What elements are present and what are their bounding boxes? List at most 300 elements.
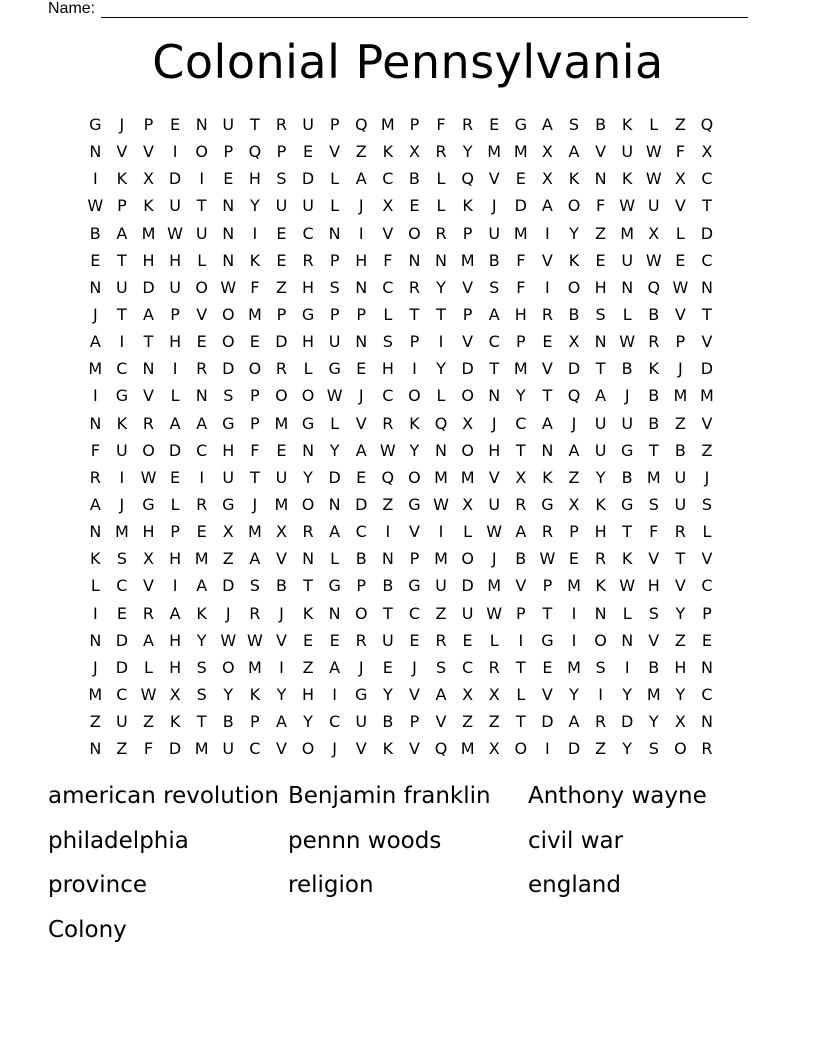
grid-cell[interactable]: Z bbox=[488, 712, 500, 732]
grid-cell[interactable]: X bbox=[674, 169, 686, 189]
grid-cell[interactable]: P bbox=[569, 522, 579, 542]
grid-cell[interactable]: B bbox=[382, 576, 394, 596]
grid-cell[interactable]: A bbox=[116, 223, 128, 243]
grid-cell[interactable]: K bbox=[621, 169, 633, 189]
grid-cell[interactable]: N bbox=[594, 603, 607, 623]
grid-cell[interactable]: V bbox=[541, 250, 553, 270]
grid-cell[interactable]: A bbox=[541, 413, 553, 433]
grid-cell[interactable]: A bbox=[329, 522, 341, 542]
grid-cell[interactable]: V bbox=[462, 332, 474, 352]
grid-cell[interactable]: I bbox=[119, 467, 125, 487]
grid-cell[interactable]: T bbox=[117, 304, 127, 324]
grid-cell[interactable]: O bbox=[408, 467, 421, 487]
grid-cell[interactable]: R bbox=[541, 304, 553, 324]
grid-cell[interactable]: G bbox=[301, 413, 315, 433]
grid-cell[interactable]: R bbox=[408, 277, 420, 297]
grid-cell[interactable]: T bbox=[648, 440, 659, 460]
grid-cell[interactable]: A bbox=[196, 413, 208, 433]
grid-cell[interactable]: R bbox=[142, 413, 155, 433]
grid-cell[interactable]: E bbox=[196, 522, 207, 542]
grid-cell[interactable]: P bbox=[250, 413, 260, 433]
grid-cell[interactable]: M bbox=[194, 739, 209, 759]
grid-cell[interactable]: E bbox=[196, 332, 207, 352]
grid-cell[interactable]: U bbox=[116, 277, 128, 297]
grid-cell[interactable]: T bbox=[249, 467, 260, 487]
grid-cell[interactable]: K bbox=[90, 549, 101, 569]
grid-cell[interactable]: E bbox=[329, 630, 340, 650]
grid-cell[interactable]: L bbox=[144, 657, 153, 677]
grid-cell[interactable]: O bbox=[301, 739, 315, 759]
grid-cell[interactable]: Q bbox=[381, 467, 395, 487]
grid-cell[interactable]: Z bbox=[674, 630, 686, 650]
grid-cell[interactable]: X bbox=[382, 196, 394, 216]
grid-cell[interactable]: J bbox=[225, 603, 231, 623]
grid-cell[interactable]: X bbox=[568, 332, 580, 352]
grid-cell[interactable]: D bbox=[461, 359, 474, 379]
grid-cell[interactable]: S bbox=[648, 494, 659, 514]
grid-cell[interactable]: V bbox=[408, 684, 420, 704]
grid-cell[interactable]: A bbox=[595, 386, 607, 406]
grid-cell[interactable]: A bbox=[143, 304, 154, 324]
grid-cell[interactable]: S bbox=[382, 332, 393, 352]
grid-cell[interactable]: X bbox=[408, 142, 420, 162]
grid-cell[interactable]: D bbox=[700, 359, 714, 379]
grid-cell[interactable]: B bbox=[408, 169, 420, 189]
grid-cell[interactable]: U bbox=[488, 494, 501, 514]
grid-cell[interactable]: S bbox=[648, 603, 659, 623]
grid-cell[interactable]: M bbox=[513, 223, 528, 243]
grid-cell[interactable]: E bbox=[249, 332, 260, 352]
grid-cell[interactable]: D bbox=[168, 440, 182, 460]
grid-cell[interactable]: R bbox=[435, 223, 447, 243]
grid-cell[interactable]: X bbox=[222, 522, 234, 542]
grid-cell[interactable]: Y bbox=[409, 440, 420, 460]
grid-cell[interactable]: D bbox=[168, 739, 182, 759]
grid-cell[interactable]: J bbox=[332, 739, 337, 759]
grid-cell[interactable]: J bbox=[358, 386, 364, 406]
grid-cell[interactable]: O bbox=[195, 277, 208, 297]
grid-cell[interactable]: Q bbox=[567, 386, 581, 406]
grid-cell[interactable]: B bbox=[648, 413, 660, 433]
grid-cell[interactable]: L bbox=[90, 576, 100, 596]
grid-cell[interactable]: I bbox=[172, 576, 178, 596]
grid-cell[interactable]: M bbox=[513, 359, 528, 379]
grid-cell[interactable]: B bbox=[222, 712, 234, 732]
grid-cell[interactable]: I bbox=[279, 657, 284, 677]
grid-cell[interactable]: W bbox=[645, 169, 662, 189]
grid-cell[interactable]: S bbox=[329, 277, 340, 297]
grid-cell[interactable]: N bbox=[89, 277, 102, 297]
grid-cell[interactable]: F bbox=[436, 115, 446, 134]
grid-cell[interactable]: V bbox=[382, 223, 394, 243]
grid-cell[interactable]: J bbox=[491, 413, 497, 433]
grid-cell[interactable]: Y bbox=[569, 684, 579, 704]
grid-cell[interactable]: C bbox=[382, 386, 394, 406]
grid-cell[interactable]: A bbox=[488, 304, 500, 324]
grid-cell[interactable]: L bbox=[516, 684, 526, 704]
grid-cell[interactable]: Y bbox=[675, 684, 686, 704]
grid-cell[interactable]: O bbox=[594, 630, 607, 650]
grid-cell[interactable]: K bbox=[648, 359, 660, 379]
grid-cell[interactable]: X bbox=[541, 169, 553, 189]
grid-cell[interactable]: H bbox=[302, 332, 315, 352]
grid-cell[interactable]: P bbox=[675, 332, 686, 352]
grid-cell[interactable]: E bbox=[116, 603, 127, 623]
grid-cell[interactable]: U bbox=[195, 223, 208, 243]
grid-cell[interactable]: I bbox=[412, 359, 417, 379]
grid-cell[interactable]: U bbox=[169, 196, 181, 216]
grid-cell[interactable]: A bbox=[541, 196, 553, 216]
grid-cell[interactable]: K bbox=[249, 684, 261, 704]
grid-cell[interactable]: R bbox=[435, 142, 447, 162]
grid-cell[interactable]: P bbox=[356, 576, 367, 596]
grid-cell[interactable]: A bbox=[329, 657, 341, 677]
grid-cell[interactable]: H bbox=[594, 522, 607, 542]
grid-cell[interactable]: V bbox=[541, 684, 553, 704]
grid-cell[interactable]: L bbox=[330, 549, 340, 569]
grid-cell[interactable]: T bbox=[515, 712, 526, 732]
grid-cell[interactable]: K bbox=[568, 169, 580, 189]
grid-cell[interactable]: P bbox=[250, 712, 260, 732]
grid-cell[interactable]: H bbox=[302, 277, 315, 297]
grid-cell[interactable]: K bbox=[143, 196, 154, 216]
grid-cell[interactable]: N bbox=[328, 494, 341, 514]
grid-cell[interactable]: R bbox=[142, 603, 155, 623]
grid-cell[interactable]: E bbox=[276, 223, 287, 243]
grid-cell[interactable]: B bbox=[648, 386, 660, 406]
grid-cell[interactable]: W bbox=[167, 223, 183, 243]
grid-cell[interactable]: M bbox=[434, 467, 448, 487]
grid-cell[interactable]: J bbox=[119, 115, 125, 134]
grid-cell[interactable]: V bbox=[275, 630, 287, 650]
grid-cell[interactable]: V bbox=[329, 142, 341, 162]
grid-cell[interactable]: L bbox=[330, 196, 340, 216]
grid-cell[interactable]: I bbox=[571, 630, 577, 650]
grid-cell[interactable]: P bbox=[170, 522, 180, 542]
grid-cell[interactable]: X bbox=[169, 684, 181, 704]
grid-cell[interactable]: C bbox=[302, 223, 314, 243]
grid-cell[interactable]: Y bbox=[303, 712, 313, 732]
grid-cell[interactable]: M bbox=[247, 522, 262, 542]
grid-cell[interactable]: L bbox=[330, 169, 340, 189]
grid-cell[interactable]: D bbox=[275, 332, 288, 352]
grid-cell[interactable]: P bbox=[250, 386, 260, 406]
grid-cell[interactable]: A bbox=[275, 712, 287, 732]
grid-cell[interactable]: Y bbox=[622, 684, 633, 704]
grid-cell[interactable]: E bbox=[675, 250, 686, 270]
grid-cell[interactable]: O bbox=[354, 603, 368, 623]
grid-cell[interactable]: H bbox=[169, 657, 182, 677]
grid-cell[interactable]: L bbox=[675, 223, 685, 243]
grid-cell[interactable]: R bbox=[382, 413, 394, 433]
grid-cell[interactable]: Y bbox=[276, 684, 287, 704]
grid-cell[interactable]: H bbox=[169, 630, 182, 650]
grid-cell[interactable]: Z bbox=[116, 739, 128, 759]
grid-cell[interactable]: B bbox=[648, 657, 660, 677]
grid-cell[interactable]: H bbox=[381, 359, 394, 379]
grid-cell[interactable]: A bbox=[89, 494, 101, 514]
grid-cell[interactable]: H bbox=[169, 332, 182, 352]
grid-cell[interactable]: J bbox=[358, 657, 364, 677]
grid-cell[interactable]: V bbox=[408, 739, 420, 759]
grid-cell[interactable]: S bbox=[489, 277, 500, 297]
grid-cell[interactable]: X bbox=[462, 494, 474, 514]
grid-cell[interactable]: N bbox=[621, 630, 634, 650]
grid-cell[interactable]: M bbox=[620, 223, 635, 243]
grid-cell[interactable]: G bbox=[408, 576, 421, 596]
grid-cell[interactable]: M bbox=[567, 576, 581, 596]
grid-cell[interactable]: F bbox=[649, 522, 659, 542]
grid-cell[interactable]: T bbox=[515, 440, 526, 460]
grid-cell[interactable]: S bbox=[116, 549, 127, 569]
grid-cell[interactable]: S bbox=[196, 684, 207, 704]
grid-cell[interactable]: G bbox=[355, 684, 368, 704]
grid-cell[interactable]: V bbox=[488, 467, 500, 487]
grid-cell[interactable]: Q bbox=[434, 413, 448, 433]
grid-cell[interactable]: W bbox=[619, 576, 636, 596]
grid-cell[interactable]: E bbox=[276, 440, 287, 460]
grid-cell[interactable]: D bbox=[461, 576, 474, 596]
grid-cell[interactable]: B bbox=[674, 440, 686, 460]
grid-cell[interactable]: W bbox=[220, 277, 237, 297]
grid-cell[interactable]: K bbox=[595, 494, 606, 514]
grid-cell[interactable]: R bbox=[462, 115, 474, 134]
grid-cell[interactable]: H bbox=[488, 440, 501, 460]
grid-cell[interactable]: D bbox=[115, 630, 129, 650]
grid-cell[interactable]: T bbox=[382, 603, 393, 623]
grid-cell[interactable]: N bbox=[700, 657, 713, 677]
grid-cell[interactable]: M bbox=[88, 684, 103, 704]
grid-cell[interactable]: V bbox=[275, 739, 287, 759]
grid-cell[interactable]: V bbox=[143, 386, 154, 406]
grid-cell[interactable]: E bbox=[595, 250, 606, 270]
grid-cell[interactable]: Q bbox=[248, 142, 262, 162]
grid-cell[interactable]: W bbox=[672, 277, 689, 297]
grid-cell[interactable]: T bbox=[143, 332, 154, 352]
grid-cell[interactable]: Y bbox=[675, 603, 686, 623]
grid-cell[interactable]: H bbox=[222, 440, 235, 460]
grid-cell[interactable]: U bbox=[302, 196, 314, 216]
grid-cell[interactable]: Y bbox=[515, 386, 526, 406]
grid-cell[interactable]: R bbox=[249, 603, 261, 623]
grid-cell[interactable]: K bbox=[595, 576, 606, 596]
grid-cell[interactable]: V bbox=[355, 413, 367, 433]
grid-cell[interactable]: B bbox=[621, 467, 633, 487]
grid-cell[interactable]: F bbox=[143, 739, 154, 759]
grid-cell[interactable]: X bbox=[568, 494, 580, 514]
grid-cell[interactable]: M bbox=[88, 359, 103, 379]
grid-cell[interactable]: E bbox=[542, 657, 553, 677]
grid-cell[interactable]: K bbox=[621, 549, 633, 569]
grid-cell[interactable]: J bbox=[491, 549, 497, 569]
grid-cell[interactable]: A bbox=[143, 630, 154, 650]
grid-cell[interactable]: O bbox=[195, 142, 208, 162]
grid-cell[interactable]: D bbox=[142, 277, 155, 297]
grid-cell[interactable]: W bbox=[220, 630, 237, 650]
grid-cell[interactable]: P bbox=[276, 304, 287, 324]
grid-cell[interactable]: V bbox=[648, 630, 660, 650]
grid-cell[interactable]: N bbox=[700, 712, 713, 732]
grid-cell[interactable]: M bbox=[700, 386, 714, 406]
grid-cell[interactable]: U bbox=[594, 413, 607, 433]
grid-cell[interactable]: I bbox=[92, 386, 98, 406]
grid-cell[interactable]: H bbox=[142, 522, 155, 542]
grid-cell[interactable]: N bbox=[594, 169, 607, 189]
grid-cell[interactable]: M bbox=[673, 386, 688, 406]
grid-cell[interactable]: L bbox=[622, 603, 632, 623]
grid-cell[interactable]: U bbox=[674, 494, 687, 514]
grid-cell[interactable]: U bbox=[169, 277, 181, 297]
grid-cell[interactable]: M bbox=[247, 657, 262, 677]
grid-cell[interactable]: A bbox=[568, 142, 580, 162]
grid-cell[interactable]: U bbox=[116, 712, 128, 732]
grid-cell[interactable]: T bbox=[622, 522, 633, 542]
grid-cell[interactable]: Y bbox=[223, 684, 234, 704]
grid-cell[interactable]: N bbox=[355, 332, 368, 352]
grid-cell[interactable]: M bbox=[567, 657, 581, 677]
grid-cell[interactable]: R bbox=[648, 332, 660, 352]
grid-cell[interactable]: K bbox=[249, 250, 261, 270]
grid-cell[interactable]: C bbox=[701, 684, 713, 704]
grid-cell[interactable]: X bbox=[701, 142, 713, 162]
grid-cell[interactable]: G bbox=[541, 494, 554, 514]
grid-cell[interactable]: O bbox=[221, 657, 235, 677]
grid-cell[interactable]: M bbox=[141, 223, 156, 243]
grid-cell[interactable]: Z bbox=[595, 739, 607, 759]
grid-cell[interactable]: M bbox=[487, 142, 502, 162]
grid-cell[interactable]: X bbox=[648, 223, 660, 243]
grid-cell[interactable]: M bbox=[247, 304, 262, 324]
grid-cell[interactable]: A bbox=[355, 440, 367, 460]
grid-cell[interactable]: V bbox=[355, 739, 367, 759]
grid-cell[interactable]: L bbox=[436, 196, 446, 216]
grid-cell[interactable]: V bbox=[462, 277, 474, 297]
grid-cell[interactable]: C bbox=[515, 413, 527, 433]
grid-cell[interactable]: T bbox=[303, 576, 313, 596]
grid-cell[interactable]: X bbox=[462, 684, 474, 704]
grid-cell[interactable]: L bbox=[330, 413, 340, 433]
grid-cell[interactable]: I bbox=[92, 169, 98, 189]
grid-cell[interactable]: J bbox=[412, 657, 417, 677]
grid-cell[interactable]: R bbox=[595, 549, 607, 569]
grid-cell[interactable]: A bbox=[435, 684, 447, 704]
grid-cell[interactable]: V bbox=[488, 169, 500, 189]
grid-cell[interactable]: E bbox=[568, 549, 580, 569]
grid-cell[interactable]: L bbox=[436, 386, 446, 406]
grid-cell[interactable]: C bbox=[249, 739, 261, 759]
grid-cell[interactable]: M bbox=[194, 549, 209, 569]
grid-cell[interactable]: X bbox=[143, 169, 154, 189]
grid-cell[interactable]: Z bbox=[701, 440, 713, 460]
grid-cell[interactable]: J bbox=[571, 413, 577, 433]
grid-cell[interactable]: X bbox=[462, 413, 474, 433]
grid-cell[interactable]: X bbox=[515, 467, 527, 487]
grid-cell[interactable]: J bbox=[119, 494, 125, 514]
grid-cell[interactable]: T bbox=[702, 304, 712, 324]
grid-cell[interactable]: O bbox=[567, 277, 581, 297]
grid-cell[interactable]: R bbox=[701, 739, 713, 759]
grid-cell[interactable]: B bbox=[595, 115, 607, 134]
grid-cell[interactable]: M bbox=[274, 494, 289, 514]
grid-cell[interactable]: V bbox=[143, 576, 154, 596]
grid-cell[interactable]: Q bbox=[354, 115, 368, 134]
grid-cell[interactable]: F bbox=[90, 440, 100, 460]
grid-cell[interactable]: U bbox=[222, 115, 235, 134]
grid-cell[interactable]: P bbox=[276, 142, 287, 162]
grid-cell[interactable]: W bbox=[326, 386, 343, 406]
grid-cell[interactable]: G bbox=[541, 630, 554, 650]
grid-cell[interactable]: E bbox=[170, 467, 181, 487]
grid-cell[interactable]: S bbox=[648, 739, 659, 759]
grid-cell[interactable]: S bbox=[701, 494, 713, 514]
grid-cell[interactable]: J bbox=[279, 603, 284, 623]
grid-cell[interactable]: B bbox=[275, 576, 287, 596]
name-blank-line[interactable] bbox=[101, 1, 748, 18]
grid-cell[interactable]: E bbox=[90, 250, 101, 270]
grid-cell[interactable]: B bbox=[355, 549, 367, 569]
grid-cell[interactable]: I bbox=[438, 332, 444, 352]
grid-cell[interactable]: S bbox=[249, 576, 260, 596]
grid-cell[interactable]: A bbox=[169, 603, 181, 623]
grid-cell[interactable]: N bbox=[89, 142, 102, 162]
grid-cell[interactable]: B bbox=[568, 304, 580, 324]
grid-cell[interactable]: O bbox=[514, 739, 528, 759]
grid-cell[interactable]: A bbox=[541, 115, 553, 134]
grid-cell[interactable]: Z bbox=[595, 223, 607, 243]
grid-cell[interactable]: K bbox=[302, 603, 314, 623]
grid-cell[interactable]: H bbox=[674, 657, 687, 677]
grid-cell[interactable]: T bbox=[249, 115, 260, 134]
grid-cell[interactable]: E bbox=[356, 359, 367, 379]
grid-cell[interactable]: R bbox=[541, 522, 553, 542]
grid-cell[interactable]: Y bbox=[595, 467, 606, 487]
grid-cell[interactable]: U bbox=[302, 115, 314, 134]
grid-cell[interactable]: D bbox=[621, 712, 634, 732]
grid-cell[interactable]: K bbox=[382, 739, 394, 759]
grid-cell[interactable]: P bbox=[462, 223, 473, 243]
grid-cell[interactable]: L bbox=[383, 304, 393, 324]
grid-cell[interactable]: Q bbox=[434, 739, 448, 759]
grid-cell[interactable]: L bbox=[436, 169, 446, 189]
grid-cell[interactable]: H bbox=[169, 549, 182, 569]
grid-cell[interactable]: N bbox=[381, 549, 394, 569]
grid-cell[interactable]: U bbox=[621, 250, 634, 270]
grid-cell[interactable]: M bbox=[460, 739, 475, 759]
grid-cell[interactable]: C bbox=[701, 576, 713, 596]
grid-cell[interactable]: I bbox=[571, 603, 577, 623]
grid-cell[interactable]: U bbox=[461, 603, 474, 623]
grid-cell[interactable]: V bbox=[435, 712, 447, 732]
grid-cell[interactable]: J bbox=[678, 359, 683, 379]
grid-cell[interactable]: Y bbox=[436, 359, 446, 379]
grid-cell[interactable]: K bbox=[169, 712, 181, 732]
grid-cell[interactable]: D bbox=[567, 359, 581, 379]
grid-cell[interactable]: N bbox=[355, 277, 368, 297]
grid-cell[interactable]: R bbox=[595, 712, 607, 732]
grid-cell[interactable]: R bbox=[515, 494, 527, 514]
grid-cell[interactable]: R bbox=[89, 467, 101, 487]
grid-cell[interactable]: T bbox=[436, 304, 446, 324]
grid-cell[interactable]: J bbox=[704, 467, 710, 487]
grid-cell[interactable]: G bbox=[301, 304, 315, 324]
grid-cell[interactable]: N bbox=[89, 413, 102, 433]
grid-cell[interactable]: C bbox=[701, 250, 713, 270]
grid-cell[interactable]: J bbox=[358, 196, 364, 216]
grid-cell[interactable]: Y bbox=[196, 630, 207, 650]
grid-cell[interactable]: E bbox=[409, 630, 420, 650]
grid-cell[interactable]: D bbox=[541, 712, 554, 732]
grid-cell[interactable]: A bbox=[89, 332, 101, 352]
